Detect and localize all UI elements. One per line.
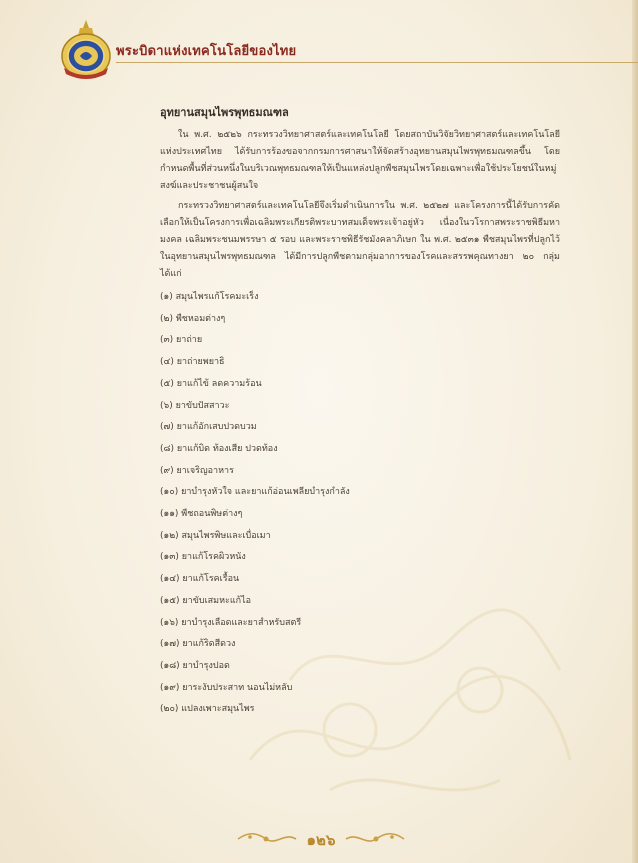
list-item: (๑) สมุนไพรแก้โรคมะเร็ง xyxy=(160,292,259,302)
list-item: (๓) ยาถ่าย xyxy=(160,335,203,346)
list-item: (๗) ยาแก้อักเสบปวดบวม xyxy=(160,422,257,433)
list-item: (๘) ยาแก้บิด ท้องเสีย ปวดท้อง xyxy=(160,443,278,454)
list-item: (๑๖) ยาบำรุงเลือดและยาสำหรับสตรี xyxy=(160,617,302,628)
list-item: (๑๓) ยาแก้โรคผิวหนัง xyxy=(160,552,246,563)
herb-group-list xyxy=(160,287,560,721)
ornament-left-icon xyxy=(236,830,298,848)
article-body xyxy=(160,103,560,721)
list-item: (๖) ยาขับปัสสาวะ xyxy=(160,400,230,411)
ornament-right-icon xyxy=(344,830,406,848)
list-item: (๔) ยาถ่ายพยาธิ xyxy=(160,357,225,368)
page-header xyxy=(58,18,618,78)
list-item: (๒๐) แปลงเพาะสมุนไพร xyxy=(160,704,255,715)
page-footer xyxy=(236,826,406,852)
list-item: (๑๐) ยาบำรุงหัวใจ และยาแก้อ่อนเพลียบำรุงกำลัง xyxy=(160,487,350,498)
list-item: (๑๘) ยาบำรุงปอด xyxy=(160,660,230,671)
list-item: (๑๙) ยาระงับประสาท นอนไม่หลับ xyxy=(160,682,293,693)
list-item: (๑๔) ยาแก้โรคเรื้อน xyxy=(160,574,240,585)
section-title: อุทยานสมุนไพรพุทธมณฑล xyxy=(160,106,289,119)
list-item: (๑๗) ยาแก้ริดสีดวง xyxy=(160,639,236,650)
page-number: ๑๒๖ xyxy=(306,831,336,849)
paragraph-2: กระทรวงวิทยาศาสตร์และเทคโนโลยีจึงเริ่มดำเนินการใน พ.ศ. ๒๕๒๗ และโครงการนี้ได้รับการคัดเลือกให้เป็นโครงการเพื่อเฉลิมพระเกียรติพระบาทสมเด็จพระเจ้าอยู่หัว เนื่องในวโรกาสพระราชพิธีมหามงคล เฉลิมพระชนมพรรษา ๕ รอบ และพระราชพิธีรัชมังคลาภิเษก ใน พ.ศ. ๒๕๓๑ พืชสมุนไพรที่ปลูกไว้ในอุทยานสมุนไพรพุทธมณฑล ได้มีการปลูกพืชตามกลุ่มอาการของโรคและสรรพคุณทางยา ๒๐ กลุ่ม ได้แก่ xyxy=(160,201,560,279)
list-item: (๙) ยาเจริญอาหาร xyxy=(160,465,234,476)
list-item: (๑๑) พืชถอนพิษต่างๆ xyxy=(160,509,243,520)
list-item: (๒) พืชหอมต่างๆ xyxy=(160,313,226,324)
list-item: (๑๒) สมุนไพรพิษและเบื่อเมา xyxy=(160,530,271,541)
header-divider xyxy=(116,62,638,63)
list-item: (๕) ยาแก้ไข้ ลดความร้อน xyxy=(160,378,262,389)
page-edge xyxy=(632,0,638,863)
header-title: พระบิดาแห่งเทคโนโลยีของไทย xyxy=(116,44,297,59)
royal-emblem-icon xyxy=(58,18,114,80)
paragraph-1: ใน พ.ศ. ๒๕๒๖ กระทรวงวิทยาศาสตร์และเทคโนโลยี โดยสถาบันวิจัยวิทยาศาสตร์และเทคโนโลยีแห่งประเทศไทย ได้รับการร้องขอจากกรมการศาสนาให้จัดสร้างอุทยานสมุนไพรพุทธมณฑลขึ้น โดยกำหนดพื้นที่ส่วนหนึ่งในบริเวณพุทธมณฑลให้เป็นแหล่งปลูกพืชสมุนไพรโดยเฉพาะเพื่อใช้ประโยชน์ในหมู่สงฆ์และประชาชนผู้สนใจ xyxy=(160,130,560,191)
list-item: (๑๕) ยาขับเสมหะแก้ไอ xyxy=(160,595,252,606)
